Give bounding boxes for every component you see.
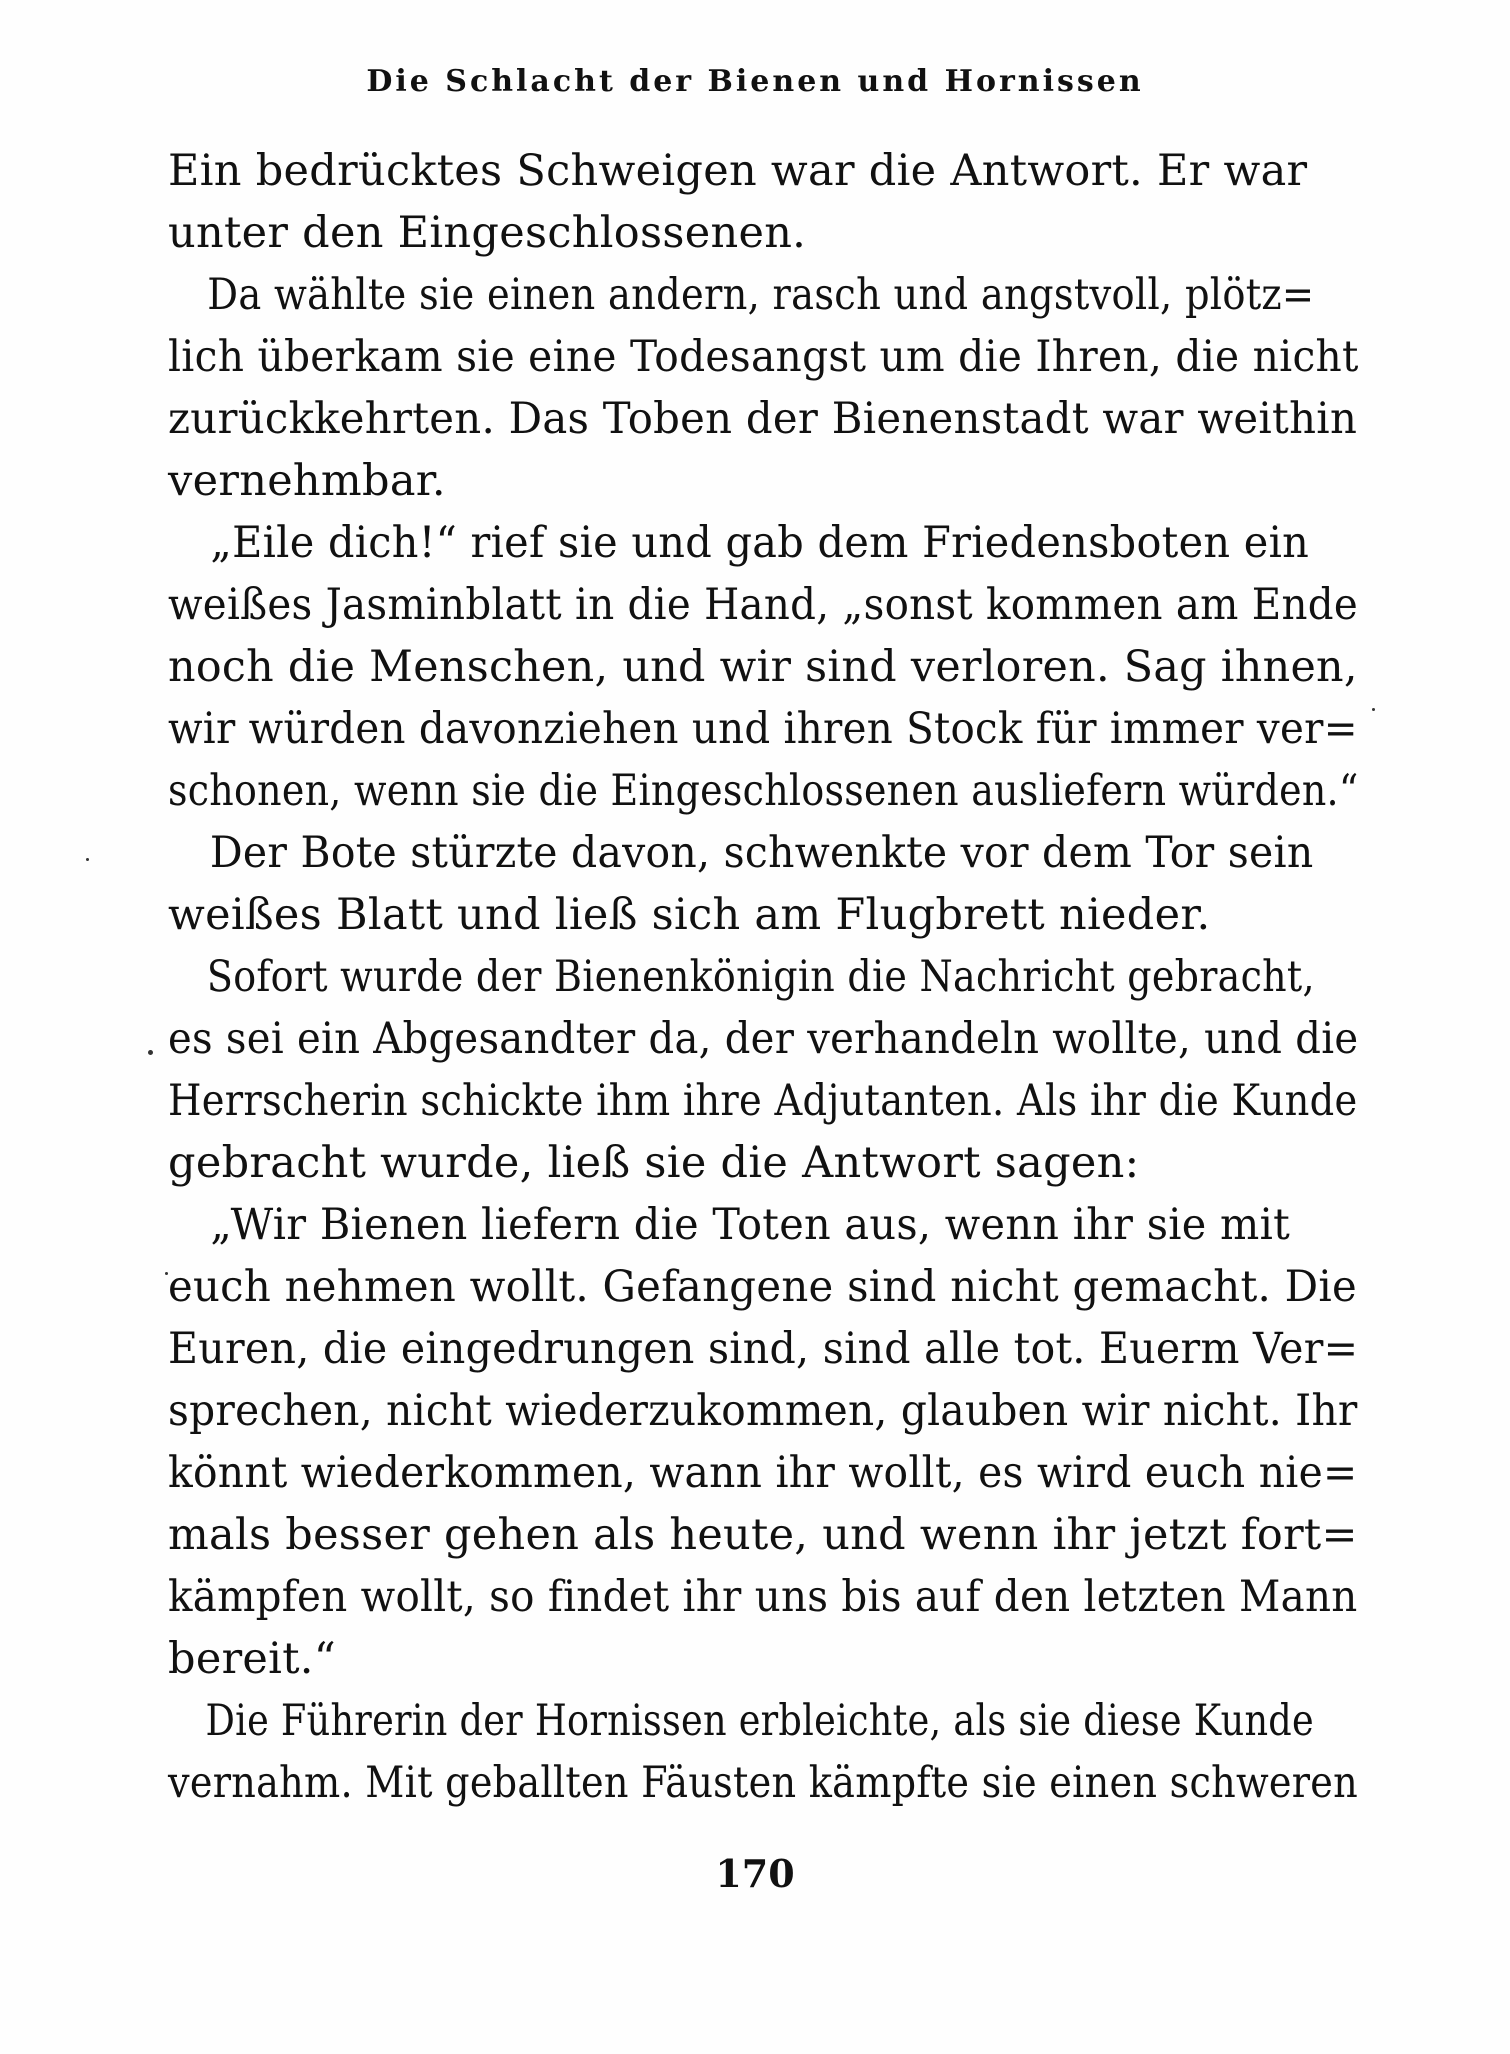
paragraph [168,1194,1358,1690]
paragraph [168,1690,1358,1814]
text-line: Sofort wurde der Bienenkönigin die Nachricht gebracht, [206,952,1315,1002]
text-line: weißes Jasminblatt in die Hand, „sonst kommen am Ende [168,580,1359,630]
text-line: vernahm. Mit geballten Fäusten kämpfte sie einen schweren [168,1758,1359,1808]
print-speck [86,858,89,861]
running-head: Die Schlacht der Bienen und Hornissen [366,64,1144,99]
text-line: Euren, die eingedrungen sind, sind alle tot. Euerm Ver= [168,1324,1359,1374]
page-body [168,140,1358,1814]
paragraph [168,822,1358,946]
text-line: Herrscherin schickte ihm ihre Adjutanten. Als ihr die Kunde [168,1076,1358,1126]
text-line: unter den Eingeschlossenen. [168,208,807,258]
text-line: Der Bote stürzte davon, schwenkte vor dem Tor sein [209,828,1314,878]
text-line: euch nehmen wollt. Gefangene sind nicht gemacht. Die [168,1262,1358,1312]
text-line: schonen, wenn sie die Eingeschlossenen ausliefern würden.“ [168,766,1359,816]
text-line: könnt wiederkommen, wann ihr wollt, es wird euch nie= [168,1448,1358,1498]
text-line: „Eile dich!“ rief sie und gab dem Friedensboten ein [210,518,1310,568]
page-number: 170 [715,1851,795,1896]
print-speck [165,1272,168,1275]
text-line: lich überkam sie eine Todesangst um die Ihren, die nicht [168,332,1359,382]
text-line: Ein bedrücktes Schweigen war die Antwort. Er war [168,146,1308,196]
text-line: Die Führerin der Hornissen erbleichte, als sie diese Kunde [205,1696,1314,1746]
text-line: gebracht wurde, ließ sie die Antwort sagen: [168,1138,1140,1188]
paragraph [168,512,1358,822]
text-line: mals besser gehen als heute, und wenn ihr jetzt fort= [168,1510,1358,1560]
text-line: „Wir Bienen liefern die Toten aus, wenn ihr sie mit [210,1200,1291,1250]
text-line: zurückkehrten. Das Toben der Bienenstadt war weithin [168,394,1358,444]
text-line: noch die Menschen, und wir sind verloren. Sag ihnen, [168,642,1358,692]
text-line: sprechen, nicht wiederzukommen, glauben wir nicht. Ihr [168,1386,1358,1436]
text-line: weißes Blatt und ließ sich am Flugbrett nieder. [168,890,1211,940]
paragraph [168,946,1358,1194]
paragraph [168,140,1358,264]
text-line: es sei ein Abgesandter da, der verhandeln wollte, und die [168,1014,1359,1064]
print-speck [148,1050,153,1055]
paragraph [168,264,1358,512]
text-line: kämpfen wollt, so findet ihr uns bis auf den letzten Mann [168,1572,1358,1622]
print-speck [1372,708,1375,711]
text-line: wir würden davonziehen und ihren Stock für immer ver= [168,704,1358,754]
text-line: vernehmbar. [168,456,446,506]
text-line: Da wählte sie einen andern, rasch und angstvoll, plötz= [207,270,1315,320]
text-line: bereit.“ [168,1634,337,1684]
